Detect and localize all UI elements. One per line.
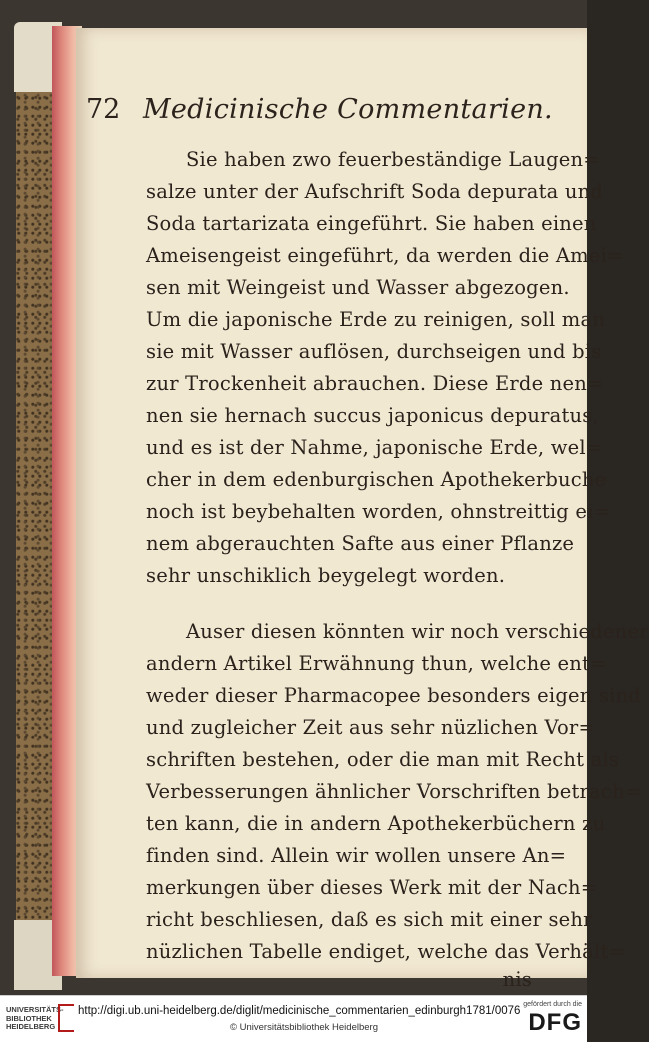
text-line: Um die japonische Erde zu reinigen, soll man	[146, 308, 606, 331]
text-line: Verbesserungen ähnlicher Vorschriften betrach=	[146, 780, 642, 803]
text-line: und es ist der Nahme, japonische Erde, wel=	[146, 436, 603, 459]
text-line: zur Trockenheit abrauchen. Diese Erde nen=	[146, 372, 604, 395]
text-line: noch ist beybehalten worden, ohnstreittig ei=	[146, 500, 611, 523]
text-line: merkungen über dieses Werk mit der Nach=	[146, 876, 598, 899]
dfg-logo: DFG	[528, 1009, 582, 1036]
text-line: andern Artikel Erwähnung thun, welche ent=	[146, 652, 607, 675]
catchword: nis	[502, 968, 532, 991]
text-line: Sie haben zwo feuerbeständige Laugen=	[186, 148, 600, 171]
text-line: Auser diesen könnten wir noch verschiedener	[186, 620, 649, 643]
text-line: nüzlichen Tabelle endiget, welche das Verhält=	[146, 940, 626, 963]
library-logo-text: UNIVERSITÄTS- BIBLIOTHEK HEIDELBERG	[6, 1005, 64, 1031]
permalink-url[interactable]: http://digi.ub.uni-heidelberg.de/diglit/medicinische_commentarien_edinburgh1781/0076	[78, 1005, 521, 1017]
text-line: weder dieser Pharmacopee besonders eigen sind	[146, 684, 641, 707]
text-line: nem abgerauchten Safte aus einer Pflanze	[146, 532, 575, 555]
text-line: sehr unschiklich beygelegt worden.	[146, 564, 506, 587]
footer-bar	[0, 995, 587, 1042]
running-head: Medicinische Commentarien.	[142, 94, 553, 125]
copyright-text: © Universitätsbibliothek Heidelberg	[230, 1022, 378, 1033]
page-number: 72	[86, 94, 121, 125]
text-line: und zugleicher Zeit aus sehr nüzlichen Vor=	[146, 716, 595, 739]
text-line: Soda tartarizata eingeführt. Sie haben einen	[146, 212, 597, 235]
text-line: sen mit Weingeist und Wasser abgezogen.	[146, 276, 570, 299]
text-line: cher in dem edenburgischen Apothekerbuche	[146, 468, 607, 491]
text-line: Ameisengeist eingeführt, da werden die Amei=	[146, 244, 624, 267]
text-line: salze unter der Aufschrift Soda depurata und	[146, 180, 604, 203]
text-line: sie mit Wasser auflösen, durchseigen und bis	[146, 340, 602, 363]
text-line: ten kann, die in andern Apothekerbüchern zu	[146, 812, 606, 835]
page-header	[86, 94, 553, 134]
book-cover-marbled	[16, 28, 56, 980]
text-line: finden sind. Allein wir wollen unsere An=	[146, 844, 567, 867]
funded-by-text: gefördert durch die	[523, 1001, 582, 1008]
text-line: schriften bestehen, oder die man mit Recht als	[146, 748, 620, 771]
text-line: richt beschliesen, daß es sich mit einer sehr	[146, 908, 593, 931]
library-logo-icon	[58, 1004, 74, 1032]
text-line: nen sie hernach succus japonicus depuratus,	[146, 404, 599, 427]
